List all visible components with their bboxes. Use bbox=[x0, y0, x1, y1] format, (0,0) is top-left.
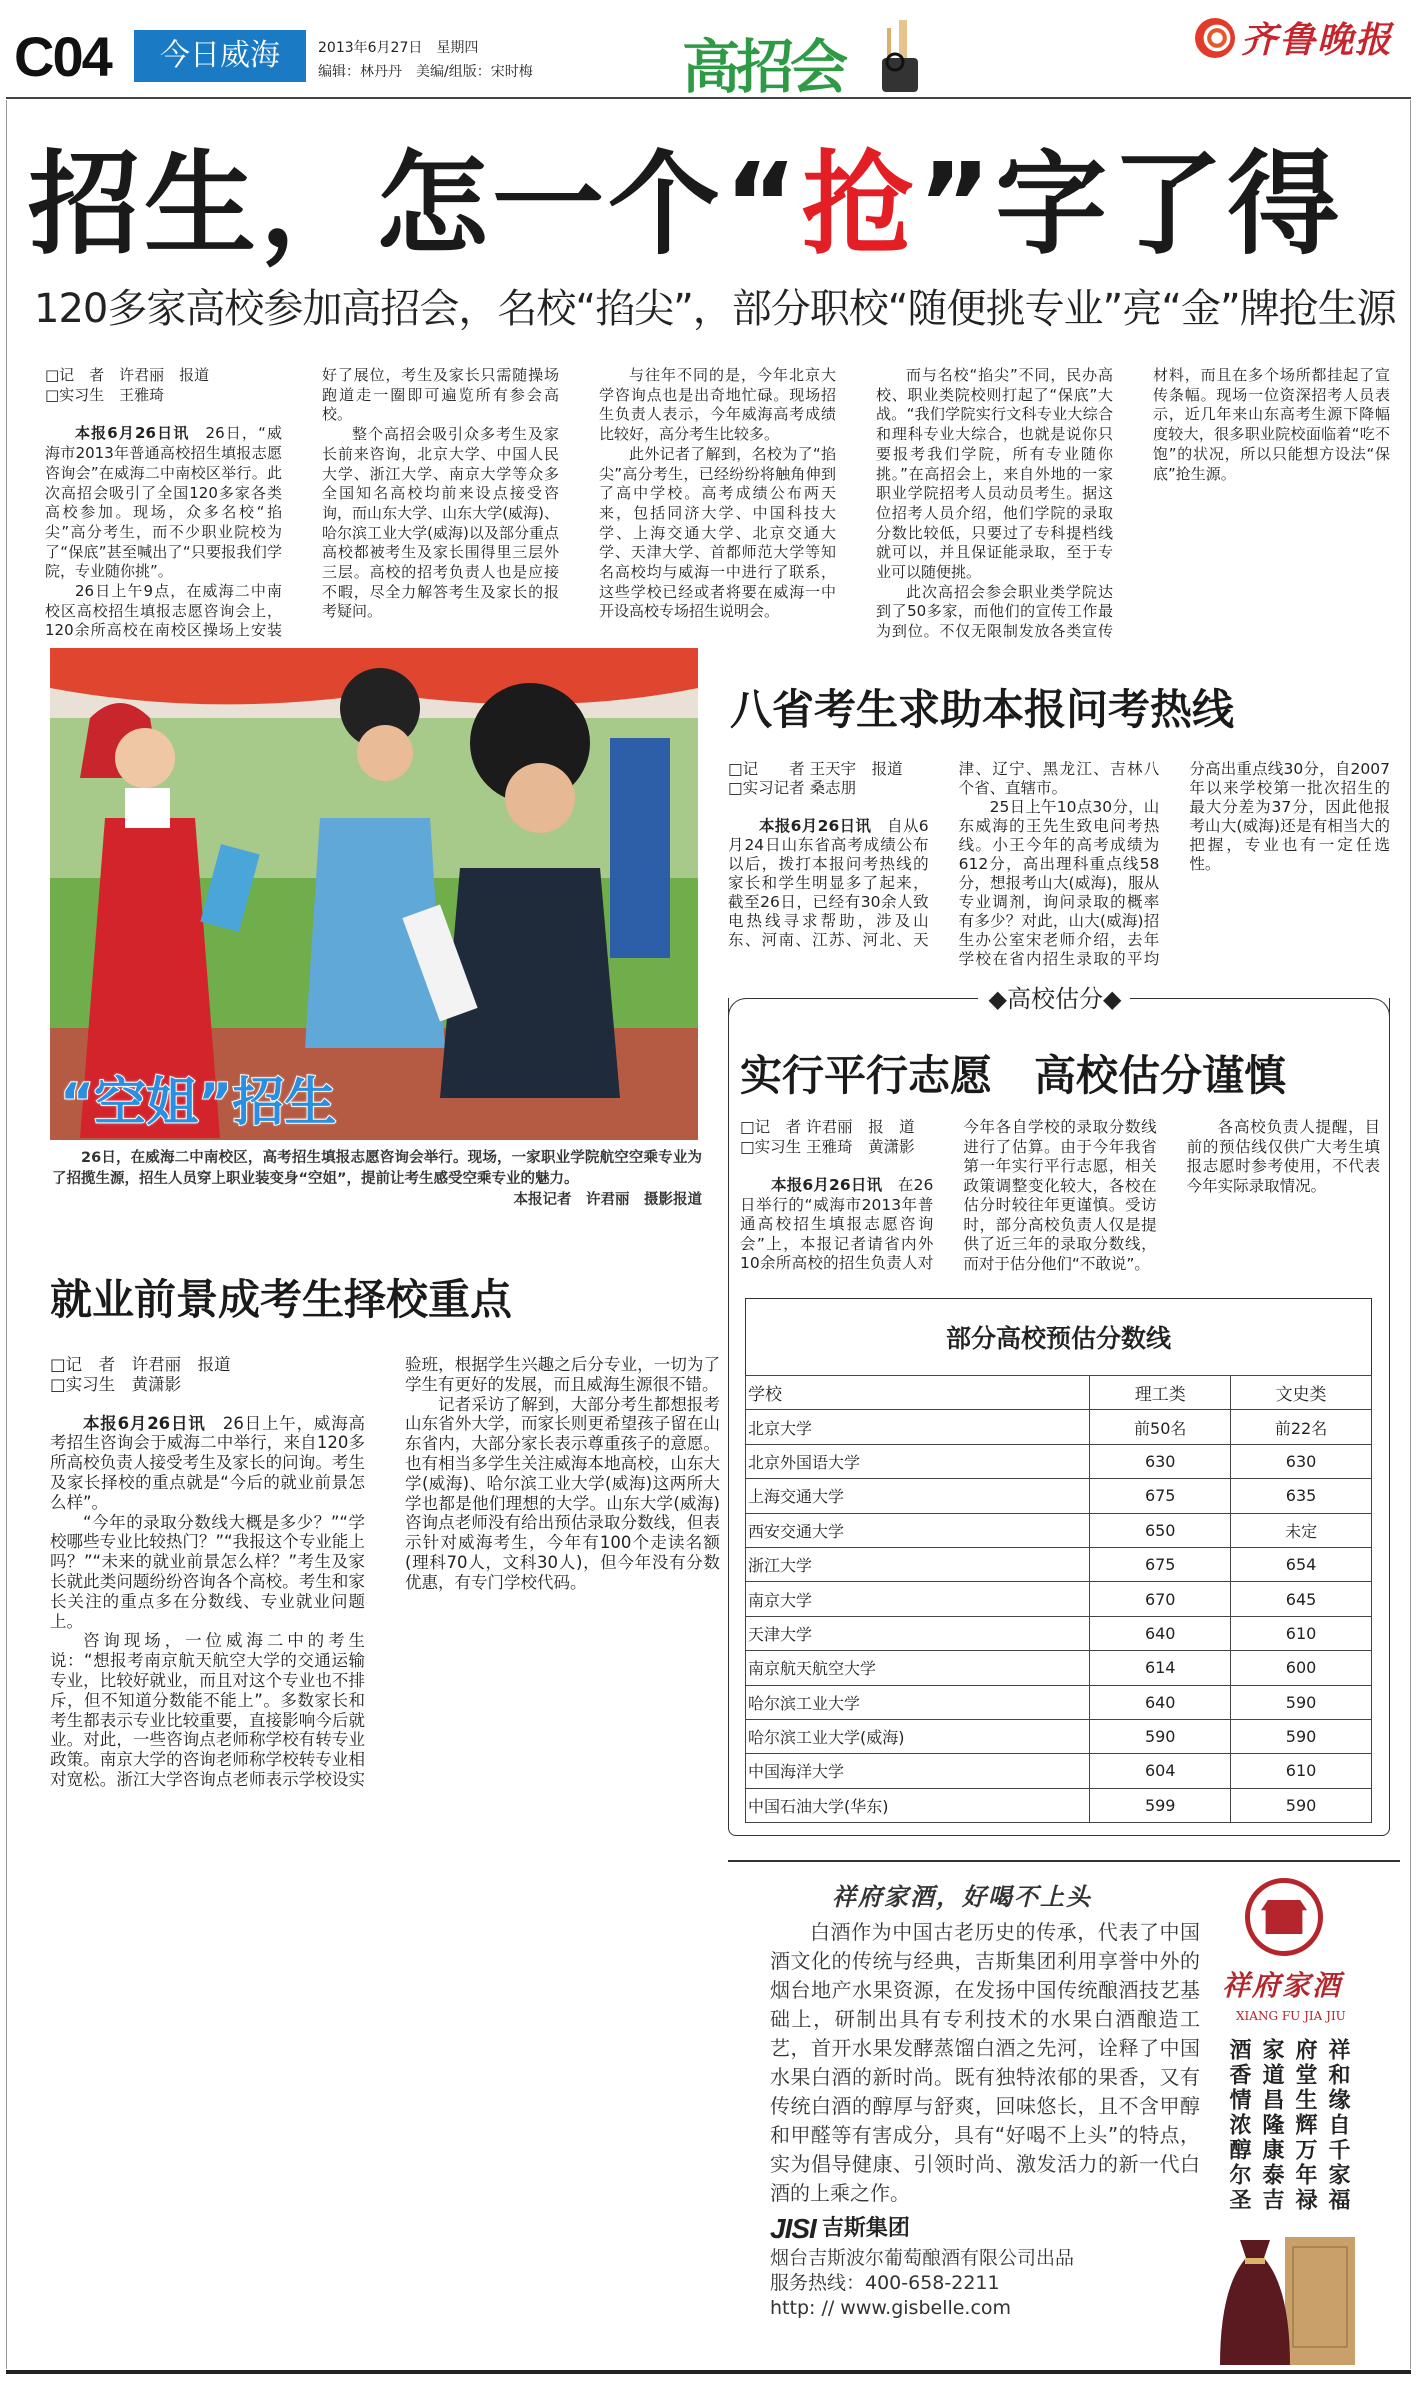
school-cell: 浙江大学 bbox=[746, 1547, 1090, 1581]
dateline: 本报6月26日讯 bbox=[83, 1413, 206, 1433]
box-corner bbox=[1130, 998, 1390, 1018]
table-row bbox=[746, 1479, 1372, 1513]
table-row bbox=[746, 1719, 1372, 1753]
ad-poem bbox=[1222, 2038, 1354, 2228]
school-cell: 南京航天航空大学 bbox=[746, 1651, 1090, 1685]
article-title-hotline: 八省考生求助本报问考热线 bbox=[730, 685, 1235, 734]
main-headline bbox=[28, 140, 1343, 270]
table-title: 部分高校预估分数线 bbox=[745, 1298, 1372, 1375]
dateline: 本报6月26日讯 bbox=[75, 424, 190, 443]
paragraph: 此外记者了解到，名校为了“掐尖”高分考生，已经纷纷将触角伸到了高中学校。高考成绩公布两天来，包括同济大学、中国科技大学、上海交通大学、北京交通大学、天津大学、首都师范大学等知名高校均与威海一中进行了联系，这些学校已经或者将要在威海一中开设高校专场招生说明会。 bbox=[599, 444, 836, 621]
science-score-cell: 前50名 bbox=[1090, 1410, 1231, 1444]
headline-part2: ”字了得 bbox=[917, 140, 1344, 270]
headline-highlight: 抢 bbox=[801, 140, 918, 270]
feature-logo-text: 高招会 bbox=[682, 33, 845, 101]
article-title-employment: 就业前景成考生择校重点 bbox=[50, 1275, 513, 1324]
school-cell: 北京大学 bbox=[746, 1410, 1090, 1444]
stationery-icon bbox=[877, 18, 922, 94]
arts-score-cell: 610 bbox=[1231, 1616, 1372, 1650]
school-cell: 中国海洋大学 bbox=[746, 1754, 1090, 1788]
science-score-cell: 614 bbox=[1090, 1651, 1231, 1685]
feature-logo bbox=[682, 8, 922, 101]
score-table bbox=[745, 1298, 1372, 1823]
paragraph: 此次高招会参会职业类学院达到了50多家，而他们的宣传工作最为到位。不仅无限制发放各类宣传材料，而且在多个场所都挂起了宣传条幅。现场一位资深招考人员表示，近几年来山东高考生源下降幅度较大，很多职业院校面临着“吃不饱”的状况，所以只能想方设法“保底”抢生源。 bbox=[876, 366, 1390, 641]
school-cell: 北京外国语大学 bbox=[746, 1444, 1090, 1478]
ad-producer: 烟台吉斯波尔葡萄酿酒有限公司出品 bbox=[770, 2247, 1075, 2269]
paragraph: 25日上午10点30分，山东威海的王先生致电问考热线。小王今年的高考成绩为612分，高出理科重点线58分，想报考山大(威海)，服从专业调剂，询问录取的概率有多少？对此，山大(威海)招生办公室宋老师介绍，去年学校在省内招生录取的平均分高出重点线30分，自2007年以来学校第一批次招生的最大分差为37分，因此他报考山大(威海)还是有相当大的把握，专业也有一定任选性。 bbox=[958, 760, 1390, 968]
company-mark: JISI bbox=[770, 2213, 816, 2244]
dateline: 本报6月26日讯 bbox=[759, 817, 872, 835]
table-row bbox=[746, 1513, 1372, 1547]
science-score-cell: 599 bbox=[1090, 1788, 1231, 1822]
arts-score-cell: 645 bbox=[1231, 1582, 1372, 1616]
table-header-row bbox=[746, 1376, 1372, 1410]
table-row bbox=[746, 1788, 1372, 1822]
newspaper-logo bbox=[1195, 12, 1393, 63]
issue-date: 2013年6月27日 星期四 bbox=[318, 40, 479, 56]
science-score-cell: 640 bbox=[1090, 1685, 1231, 1719]
col-header-science: 理工类 bbox=[1090, 1376, 1231, 1410]
poem-line: 府堂生辉万年禄 bbox=[1292, 2038, 1318, 2213]
paragraph-text: 在26日举行的“威海市2013年普通高校招生填报志愿咨询会”上，本报记者请省内外10余所高校的招生负责人对今年各自学校的录取分数线进行了估算。由于今年我省第一年实行平行志愿，相关政策调整变化较大，各校在估分时较往年更谨慎。受访时，部分高校负责人仅是提供了近三年的录取分数线，而对于估分他们“不敢说”。 bbox=[740, 1118, 1157, 1273]
paragraph-text: 26日，“威海市2013年普通高校招生填报志愿咨询会”在威海二中南校区举行。此次高招会吸引了全国120多家各类高校参加。现场，众多名校“掐尖”高分考生，而不少职业院校为了“保底”甚至喊出了“只要报我们学院，专业随你挑”。 bbox=[45, 424, 283, 581]
swirl-logo-icon bbox=[1195, 18, 1235, 58]
byline-intern: □实习生 黄潇影 bbox=[50, 1374, 182, 1394]
science-score-cell: 590 bbox=[1090, 1719, 1231, 1753]
table-row bbox=[746, 1685, 1372, 1719]
article-scores bbox=[740, 1118, 1380, 1292]
dateline: 本报6月26日讯 bbox=[771, 1176, 883, 1194]
byline-intern: □实习生 王雅琦 bbox=[45, 385, 165, 404]
paragraph: “今年的录取分数线大概是多少？”“学校哪些专业比较热门？”“我报这个专业能上吗？”“未来的就业前景怎么样？”考生及家长就此类问题纷纷咨询各个高校。考生和家长关注的重点多在分数线、专业就业问题上。 bbox=[50, 1512, 365, 1631]
paragraph bbox=[45, 424, 282, 582]
article-employment bbox=[50, 1355, 720, 1815]
byline-reporter: □记 者 许君丽 报道 bbox=[45, 366, 210, 384]
paragraph: 记者采访了解到，大部分考生都想报考山东省外大学，而家长则更希望孩子留在山东省内，大部分家长表示尊重孩子的意愿。也有相当多学生关注威海本地高校，山东大学(威海)、哈尔滨工业大学(威海)这两所大学也都是他们理想的大学。山东大学(威海)咨询点老师没有给出预估录取分数线，但表示针对威海考生，今年有100个走读名额(理科70人，文科30人)，但今年没有分数优惠，有专门学校代码。 bbox=[405, 1394, 720, 1592]
paragraph bbox=[50, 1414, 365, 1513]
photo-credit: 本报记者 许君丽 摄影报道 bbox=[513, 1192, 702, 1208]
school-cell: 西安交通大学 bbox=[746, 1513, 1090, 1547]
company-name: 吉斯集团 bbox=[821, 2216, 910, 2241]
arts-score-cell: 630 bbox=[1231, 1444, 1372, 1478]
table-row bbox=[746, 1651, 1372, 1685]
paragraph: 26日上午9点，在威海二中南校区高校招生填报志愿咨询会上，120余所高校在南校区操场上安装好了展位，考生及家长只需随操场跑道走一圈即可遍览所有参会高校。 bbox=[45, 366, 559, 640]
school-cell: 中国石油大学(华东) bbox=[746, 1788, 1090, 1822]
paragraph: 整个高招会吸引众多考生及家长前来咨询，北京大学、中国人民大学、浙江大学、南京大学等众多全国知名高校均前来设点接受咨询，而山东大学、山东大学(威海)、哈尔滨工业大学(威海)以及部分重点高校都被考生及家长围得里三层外三层。高校的招考负责人也是应接不暇，尽全力解答考生及家长的报考疑问。 bbox=[322, 425, 559, 621]
table-row bbox=[746, 1444, 1372, 1478]
table-row bbox=[746, 1616, 1372, 1650]
ad-website[interactable]: http: // www.gisbelle.com bbox=[770, 2297, 1012, 2319]
ad-divider bbox=[728, 1860, 1400, 1862]
table-row bbox=[746, 1754, 1372, 1788]
arts-score-cell: 635 bbox=[1231, 1479, 1372, 1513]
photo-caption: 26日，在威海二中南校区，高考招生填报志愿咨询会举行。现场，一家职业学院航空空乘专业为了招揽生源，招生人员穿上职业装变身“空姐”，提前让考生感受空乘专业的魅力。 bbox=[52, 1150, 702, 1187]
article-title-scores: 实行平行志愿 高校估分谨慎 bbox=[740, 1051, 1287, 1100]
school-cell: 哈尔滨工业大学(威海) bbox=[746, 1719, 1090, 1753]
house-icon bbox=[1261, 1900, 1307, 1934]
newspaper-name: 齐鲁晚报 bbox=[1241, 19, 1394, 61]
photo-caption-block bbox=[52, 1148, 702, 1211]
section-label: 今日威海 bbox=[134, 30, 306, 82]
ad-hotline: 服务热线：400-658-2211 bbox=[770, 2272, 1000, 2294]
arts-score-cell: 590 bbox=[1231, 1719, 1372, 1753]
page-number: C04 bbox=[14, 25, 111, 88]
table-row bbox=[746, 1582, 1372, 1616]
brand-name: 祥府家酒 bbox=[1222, 1969, 1343, 2002]
brand-seal-icon bbox=[1245, 1878, 1323, 1956]
byline-reporter: □记 者 许君丽 报道 bbox=[50, 1355, 231, 1374]
footer-divider bbox=[6, 2370, 1411, 2374]
ad-body: 白酒作为中国古老历史的传承，代表了中国酒文化的传统与经典，吉斯集团利用享誉中外的烟台地产水果资源，在发扬中国传统酿酒技艺基础上，研制出具有专利技术的水果白酒酿造工艺，首开水果发酵蒸馏白酒之先河，诠释了中国水果白酒的新时尚。既有独特浓郁的果香，又有传统白酒的醇厚与舒爽，回味悠长，且不含甲醇和甲醛等有害成分，具有“好喝不上头”的特点，实为倡导健康、引领时尚、激发活力的新一代白酒的上乘之作。 bbox=[770, 1920, 1200, 2205]
science-score-cell: 675 bbox=[1090, 1547, 1231, 1581]
brand-name-en: XIANG FU JIA JIU bbox=[1236, 2009, 1346, 2023]
school-cell: 天津大学 bbox=[746, 1616, 1090, 1650]
science-score-cell: 670 bbox=[1090, 1582, 1231, 1616]
science-score-cell: 604 bbox=[1090, 1754, 1231, 1788]
byline-intern: □实习生 王雅琦 黄潇影 bbox=[740, 1137, 915, 1156]
table-row bbox=[746, 1410, 1372, 1444]
arts-score-cell: 610 bbox=[1231, 1754, 1372, 1788]
arts-score-cell: 654 bbox=[1231, 1547, 1372, 1581]
byline-intern: □实习记者 桑志朋 bbox=[728, 779, 857, 797]
byline-reporter: □记 者 许君丽 报 道 bbox=[740, 1118, 915, 1136]
byline-reporter: □记 者 王天宇 报道 bbox=[728, 760, 903, 778]
poem-line: 家道昌隆康泰吉 bbox=[1259, 2038, 1285, 2213]
headline-part1: 招生，怎一个“ bbox=[28, 140, 802, 270]
table-row bbox=[746, 1547, 1372, 1581]
poem-line: 祥和缘自千家福 bbox=[1325, 2038, 1351, 2213]
paragraph: 各高校负责人提醒，目前的预估线仅供广大考生填报志愿时参考使用，不代表今年实际录取情况。 bbox=[1186, 1118, 1380, 1195]
photo-overlay-title: “空姐”招生 bbox=[60, 1073, 337, 1133]
ad-text-block bbox=[770, 1880, 1200, 2321]
science-score-cell: 630 bbox=[1090, 1444, 1231, 1478]
editor-credits: 编辑：林丹丹 美编/组版：宋时梅 bbox=[318, 64, 533, 80]
poem-line: 酒香情浓醇尔圣 bbox=[1226, 2038, 1252, 2213]
arts-score-cell: 前22名 bbox=[1231, 1410, 1372, 1444]
science-score-cell: 675 bbox=[1090, 1479, 1231, 1513]
col-header-school: 学校 bbox=[746, 1376, 1090, 1410]
paragraph-text: 26日上午，威海高考招生咨询会于威海二中举行，来自120多所高校负责人接受考生及家长的问询。考生及家长择校的重点就是“今后的就业前景怎么样”。 bbox=[50, 1413, 365, 1512]
school-cell: 南京大学 bbox=[746, 1582, 1090, 1616]
arts-score-cell: 590 bbox=[1231, 1685, 1372, 1719]
paragraph: 咨询现场，一位威海二中的考生说：“想报考南京航天航空大学的交通运输专业，比较好就业，而且对这个专业也不排斥，但不知道分数能不能上”。多数家长和考生都表示专业比较重要，直接影响今后就业。对此，一些咨询点老师称学校有转专业政策。南京大学的咨询老师称学校转专业相对宽松。浙江大学咨询点老师表示学校设实验班，根据学生兴趣之后分专业，一切为了学生有更好的发展，而且威海生源很不错。 bbox=[50, 1355, 720, 1789]
paragraph-text: 自从6月24日山东省高考成绩公布以后，拨打本报问考热线的家长和学生明显多了起来，截至26日，已经有30余人致电热线寻求帮助，涉及山东、河南、江苏、河北、天津、辽宁、黑龙江、吉林八个省、直辖市。 bbox=[728, 760, 1160, 949]
box-corner bbox=[728, 998, 978, 1018]
col-header-arts: 文史类 bbox=[1231, 1376, 1372, 1410]
arts-score-cell: 未定 bbox=[1231, 1513, 1372, 1547]
article-main bbox=[45, 366, 1390, 644]
science-score-cell: 650 bbox=[1090, 1513, 1231, 1547]
school-cell: 哈尔滨工业大学 bbox=[746, 1685, 1090, 1719]
ad-title: 祥府家酒，好喝不上头 bbox=[832, 1882, 1092, 1911]
article-hotline bbox=[728, 760, 1390, 978]
science-score-cell: 640 bbox=[1090, 1616, 1231, 1650]
paragraph: 而与名校“掐尖”不同，民办高校、职业类院校则打起了“保底”大战。“我们学院实行文科专业大综合和理科专业大综合，也就是说你只要报考我们学院，所有专业随你挑。”在高招会上，来自外地的一家职业学院招考人员动员考生。据这位招考人员介绍，他们学院的录取分数比较低，只要过了专科提档线就可以，并且保证能录取，至于专业可以随便挑。 bbox=[876, 366, 1113, 582]
school-cell: 上海交通大学 bbox=[746, 1479, 1090, 1513]
liquor-bottle-image bbox=[1215, 2232, 1365, 2367]
arts-score-cell: 590 bbox=[1231, 1788, 1372, 1822]
paragraph: 与往年不同的是，今年北京大学咨询点也是出奇地忙碌。现场招生负责人表示，今年威海高考成绩比较好，高分考生比较多。 bbox=[599, 366, 836, 444]
subheadline: 120多家高校参加高招会，名校“掐尖”，部分职校“随便挑专业”亮“金”牌抢生源 bbox=[34, 286, 1396, 332]
box-kicker: ◆高校估分◆ bbox=[985, 984, 1125, 1014]
arts-score-cell: 600 bbox=[1231, 1651, 1372, 1685]
company-logo bbox=[770, 2212, 1200, 2246]
